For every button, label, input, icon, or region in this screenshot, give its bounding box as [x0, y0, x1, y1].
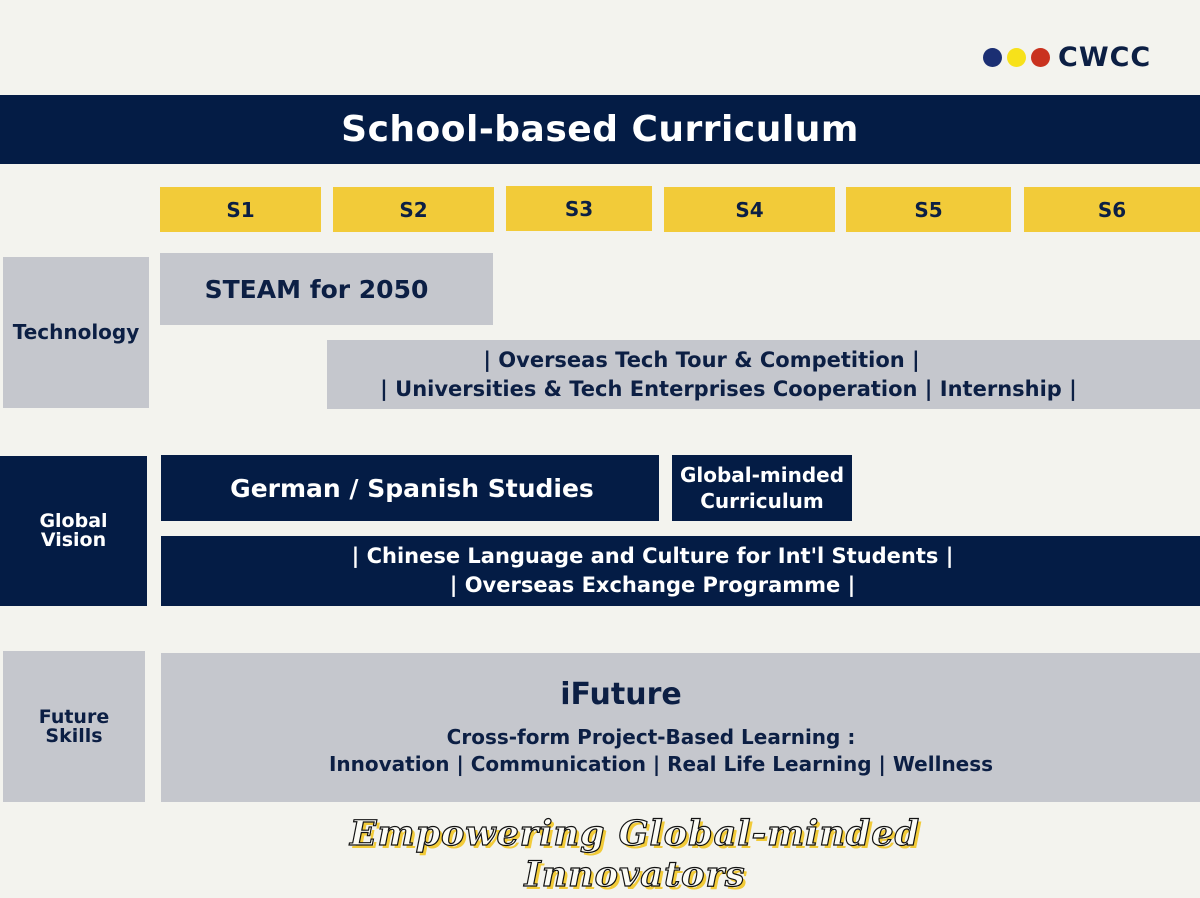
- chinese-line-2: | Overseas Exchange Programme |: [449, 573, 856, 597]
- cwcc-logo: [983, 40, 1151, 74]
- overseas-tech-block: [327, 340, 1200, 409]
- global-minded-line-1: Global-minded: [679, 463, 845, 487]
- year-header-s2: S2: [333, 187, 494, 232]
- global-minded-line-2: Curriculum: [700, 489, 824, 513]
- steam-text: STEAM for 2050: [204, 274, 429, 304]
- ifuture-title: iFuture: [560, 676, 682, 712]
- slogan: Empowering Global-minded Innovators: [349, 813, 921, 895]
- overseas-tech-line-1: | Overseas Tech Tour & Competition |: [483, 347, 920, 372]
- global-vision-label-line-2: Vision: [40, 529, 107, 551]
- steam-block: [160, 253, 493, 325]
- year-header-s1: S1: [160, 187, 321, 232]
- year-header-s5: S5: [846, 187, 1011, 232]
- technology-label-text: Technology: [12, 320, 140, 344]
- pbl-line-2: Innovation | Communication | Real Life Learning | Wellness: [328, 752, 994, 776]
- global-vision-label-line-1: Global: [39, 510, 108, 532]
- year-header-s4: S4: [664, 187, 835, 232]
- ifuture-block: [161, 653, 1200, 802]
- page-title: School-based Curriculum: [0, 95, 1200, 164]
- logo-text: CWCC: [1058, 41, 1152, 73]
- technology-label: [3, 257, 149, 408]
- languages-block: [161, 455, 659, 521]
- blue-dot-icon: [983, 48, 1002, 67]
- yellow-dot-icon: [1007, 48, 1026, 67]
- global-minded-block: [672, 455, 852, 521]
- chinese-exchange-block: [161, 536, 1200, 606]
- languages-text: German / Spanish Studies: [230, 473, 594, 503]
- future-skills-label: [3, 651, 145, 802]
- future-skills-label-line-2: Skills: [45, 724, 103, 747]
- global-vision-label: [0, 456, 147, 606]
- future-skills-label-line-1: Future: [38, 705, 110, 728]
- chinese-line-1: | Chinese Language and Culture for Int'l Students |: [351, 544, 954, 568]
- pbl-line-1: Cross-form Project-Based Learning :: [446, 725, 856, 749]
- overseas-tech-line-2: | Universities & Tech Enterprises Cooperation | Internship |: [380, 376, 1077, 401]
- red-dot-icon: [1031, 48, 1050, 67]
- year-header-s3: S3: [506, 186, 652, 231]
- year-header-s6: S6: [1024, 187, 1200, 232]
